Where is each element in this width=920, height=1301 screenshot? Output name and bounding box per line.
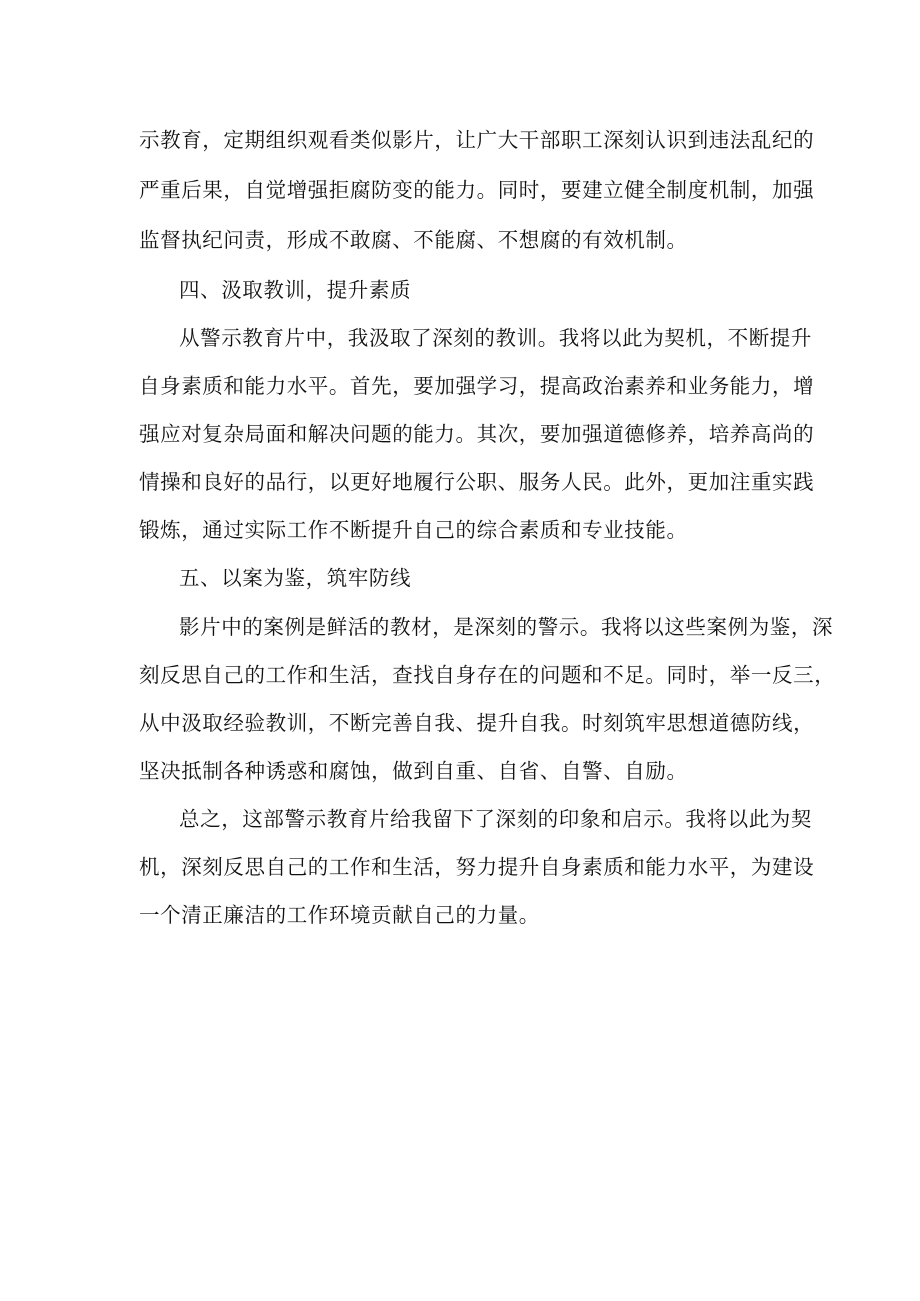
body-text-line: 机，深刻反思自己的工作和生活，努力提升自身素质和能力水平，为建设 bbox=[139, 855, 815, 879]
body-text-line: 监督执纪问责，形成不敢腐、不能腐、不想腐的有效机制。 bbox=[139, 228, 688, 252]
body-text-line: 锻炼，通过实际工作不断提升自己的综合素质和专业技能。 bbox=[139, 518, 688, 542]
body-text-line: 坚决抵制各种诱惑和腐蚀，做到自重、自省、自警、自励。 bbox=[139, 759, 688, 783]
body-text-line: 从中汲取经验教训，不断完善自我、提升自我。时刻筑牢思想道德防线， bbox=[139, 711, 815, 735]
body-text-line: 一个清正廉洁的工作环境贡献自己的力量。 bbox=[139, 903, 540, 927]
body-text-line: 刻反思自己的工作和生活，查找自身存在的问题和不足。同时，举一反三， bbox=[139, 663, 836, 687]
body-text-line: 严重后果，自觉增强拒腐防变的能力。同时，要建立健全制度机制，加强 bbox=[139, 178, 815, 202]
body-text-line: 从警示教育片中，我汲取了深刻的教训。我将以此为契机，不断提升 bbox=[179, 326, 812, 350]
section-heading: 五、以案为鉴，筑牢防线 bbox=[179, 566, 412, 590]
body-text-line: 影片中的案例是鲜活的教材，是深刻的警示。我将以这些案例为鉴，深 bbox=[179, 615, 834, 639]
section-heading: 四、汲取教训，提升素质 bbox=[179, 278, 412, 302]
body-text-line: 强应对复杂局面和解决问题的能力。其次，要加强道德修养，培养高尚的 bbox=[139, 422, 815, 446]
body-text-line: 总之，这部警示教育片给我留下了深刻的印象和启示。我将以此为契 bbox=[179, 807, 812, 831]
body-text-line: 示教育，定期组织观看类似影片，让广大干部职工深刻认识到违法乱纪的 bbox=[139, 128, 815, 152]
body-text-line: 情操和良好的品行，以更好地履行公职、服务人民。此外，更加注重实践 bbox=[139, 470, 815, 494]
body-text-line: 自身素质和能力水平。首先，要加强学习，提高政治素养和业务能力，增 bbox=[139, 374, 815, 398]
